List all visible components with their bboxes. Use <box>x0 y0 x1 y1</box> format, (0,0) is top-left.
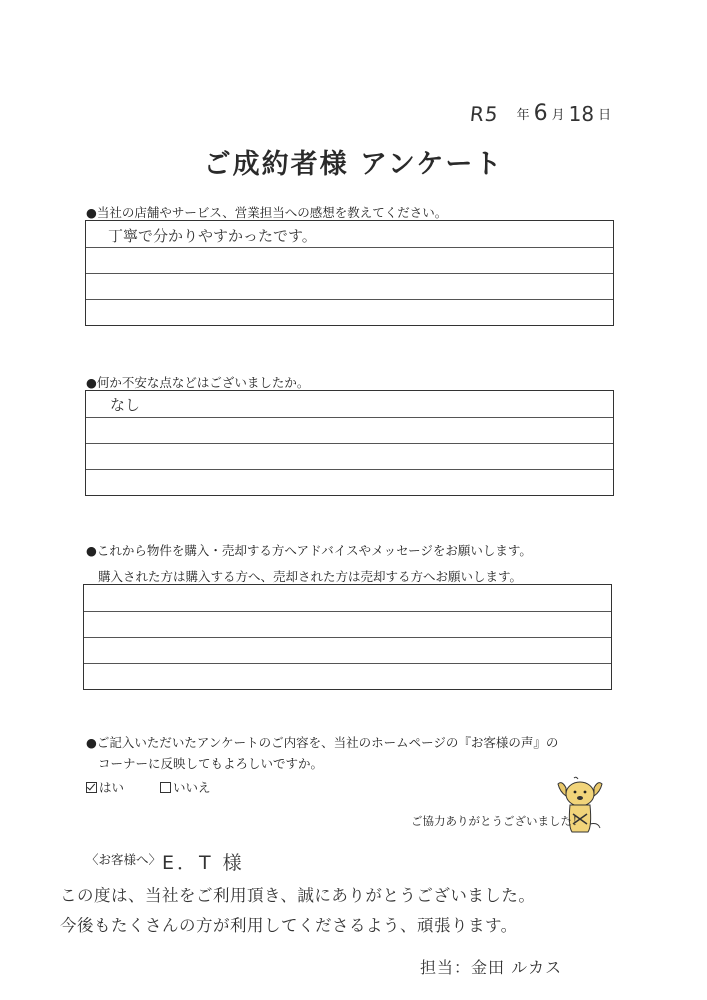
answer-line <box>84 663 611 664</box>
answer-1-text: 丁寧で分かりやすかったです。 <box>108 227 317 245</box>
date-month: 6 <box>533 101 548 126</box>
staff-name: 担当：金田 ルカス <box>420 958 563 977</box>
thanks-message: ご協力ありがとうございました！ <box>411 814 584 828</box>
date-month-unit: 月 <box>551 108 565 123</box>
checkbox-no[interactable] <box>160 782 171 793</box>
date-era: R5 <box>468 102 500 126</box>
option-yes[interactable] <box>86 778 124 796</box>
answer-line <box>86 443 613 444</box>
answer-line <box>86 417 613 418</box>
reply-line-1: この度は、当社をご利用頂き、誠にありがとうございました。 <box>60 886 536 905</box>
answer-line <box>84 611 611 612</box>
date-year-unit: 年 <box>516 108 530 123</box>
date-day-unit: 日 <box>598 108 612 123</box>
customer-name: E．T 様 <box>162 852 245 874</box>
date <box>470 96 611 126</box>
consent-options <box>86 778 211 796</box>
question-4-line1: ●ご記入いただいたアンケートのご内容を、当社のホームページの『お客様の声』の <box>86 735 559 750</box>
answer-line <box>86 299 613 300</box>
question-3-subtext: 購入された方は購入する方へ、売却された方は売却する方へお願いします。 <box>98 569 523 584</box>
answer-2-text: なし <box>110 396 141 414</box>
answer-line <box>86 273 613 274</box>
reply-line-2: 今後もたくさんの方が利用してくださるよう、頑張ります。 <box>60 916 518 935</box>
option-no-label: いいえ <box>173 780 211 795</box>
question-3: ●これから物件を購入・売却する方へアドバイスやメッセージをお願いします。 <box>86 543 532 558</box>
page-title: ご成約者様 アンケート <box>203 149 504 180</box>
option-yes-label: はい <box>99 780 125 795</box>
answer-box-3[interactable] <box>83 584 612 690</box>
answer-line <box>86 247 613 248</box>
answer-box-2[interactable] <box>85 390 614 496</box>
answer-line <box>86 469 613 470</box>
question-4-line2: コーナーに反映してもよろしいですか。 <box>98 756 324 771</box>
question-2: ●何か不安な点などはございましたか。 <box>86 375 310 390</box>
date-day: 18 <box>568 102 595 126</box>
question-1: ●当社の店舗やサービス、営業担当への感想を教えてください。 <box>86 205 448 220</box>
reply-label: 〈お客様へ〉 <box>86 852 162 867</box>
option-no[interactable] <box>160 778 211 796</box>
answer-line <box>84 637 611 638</box>
answer-box-1[interactable] <box>85 220 614 326</box>
checkbox-yes[interactable] <box>86 782 97 793</box>
